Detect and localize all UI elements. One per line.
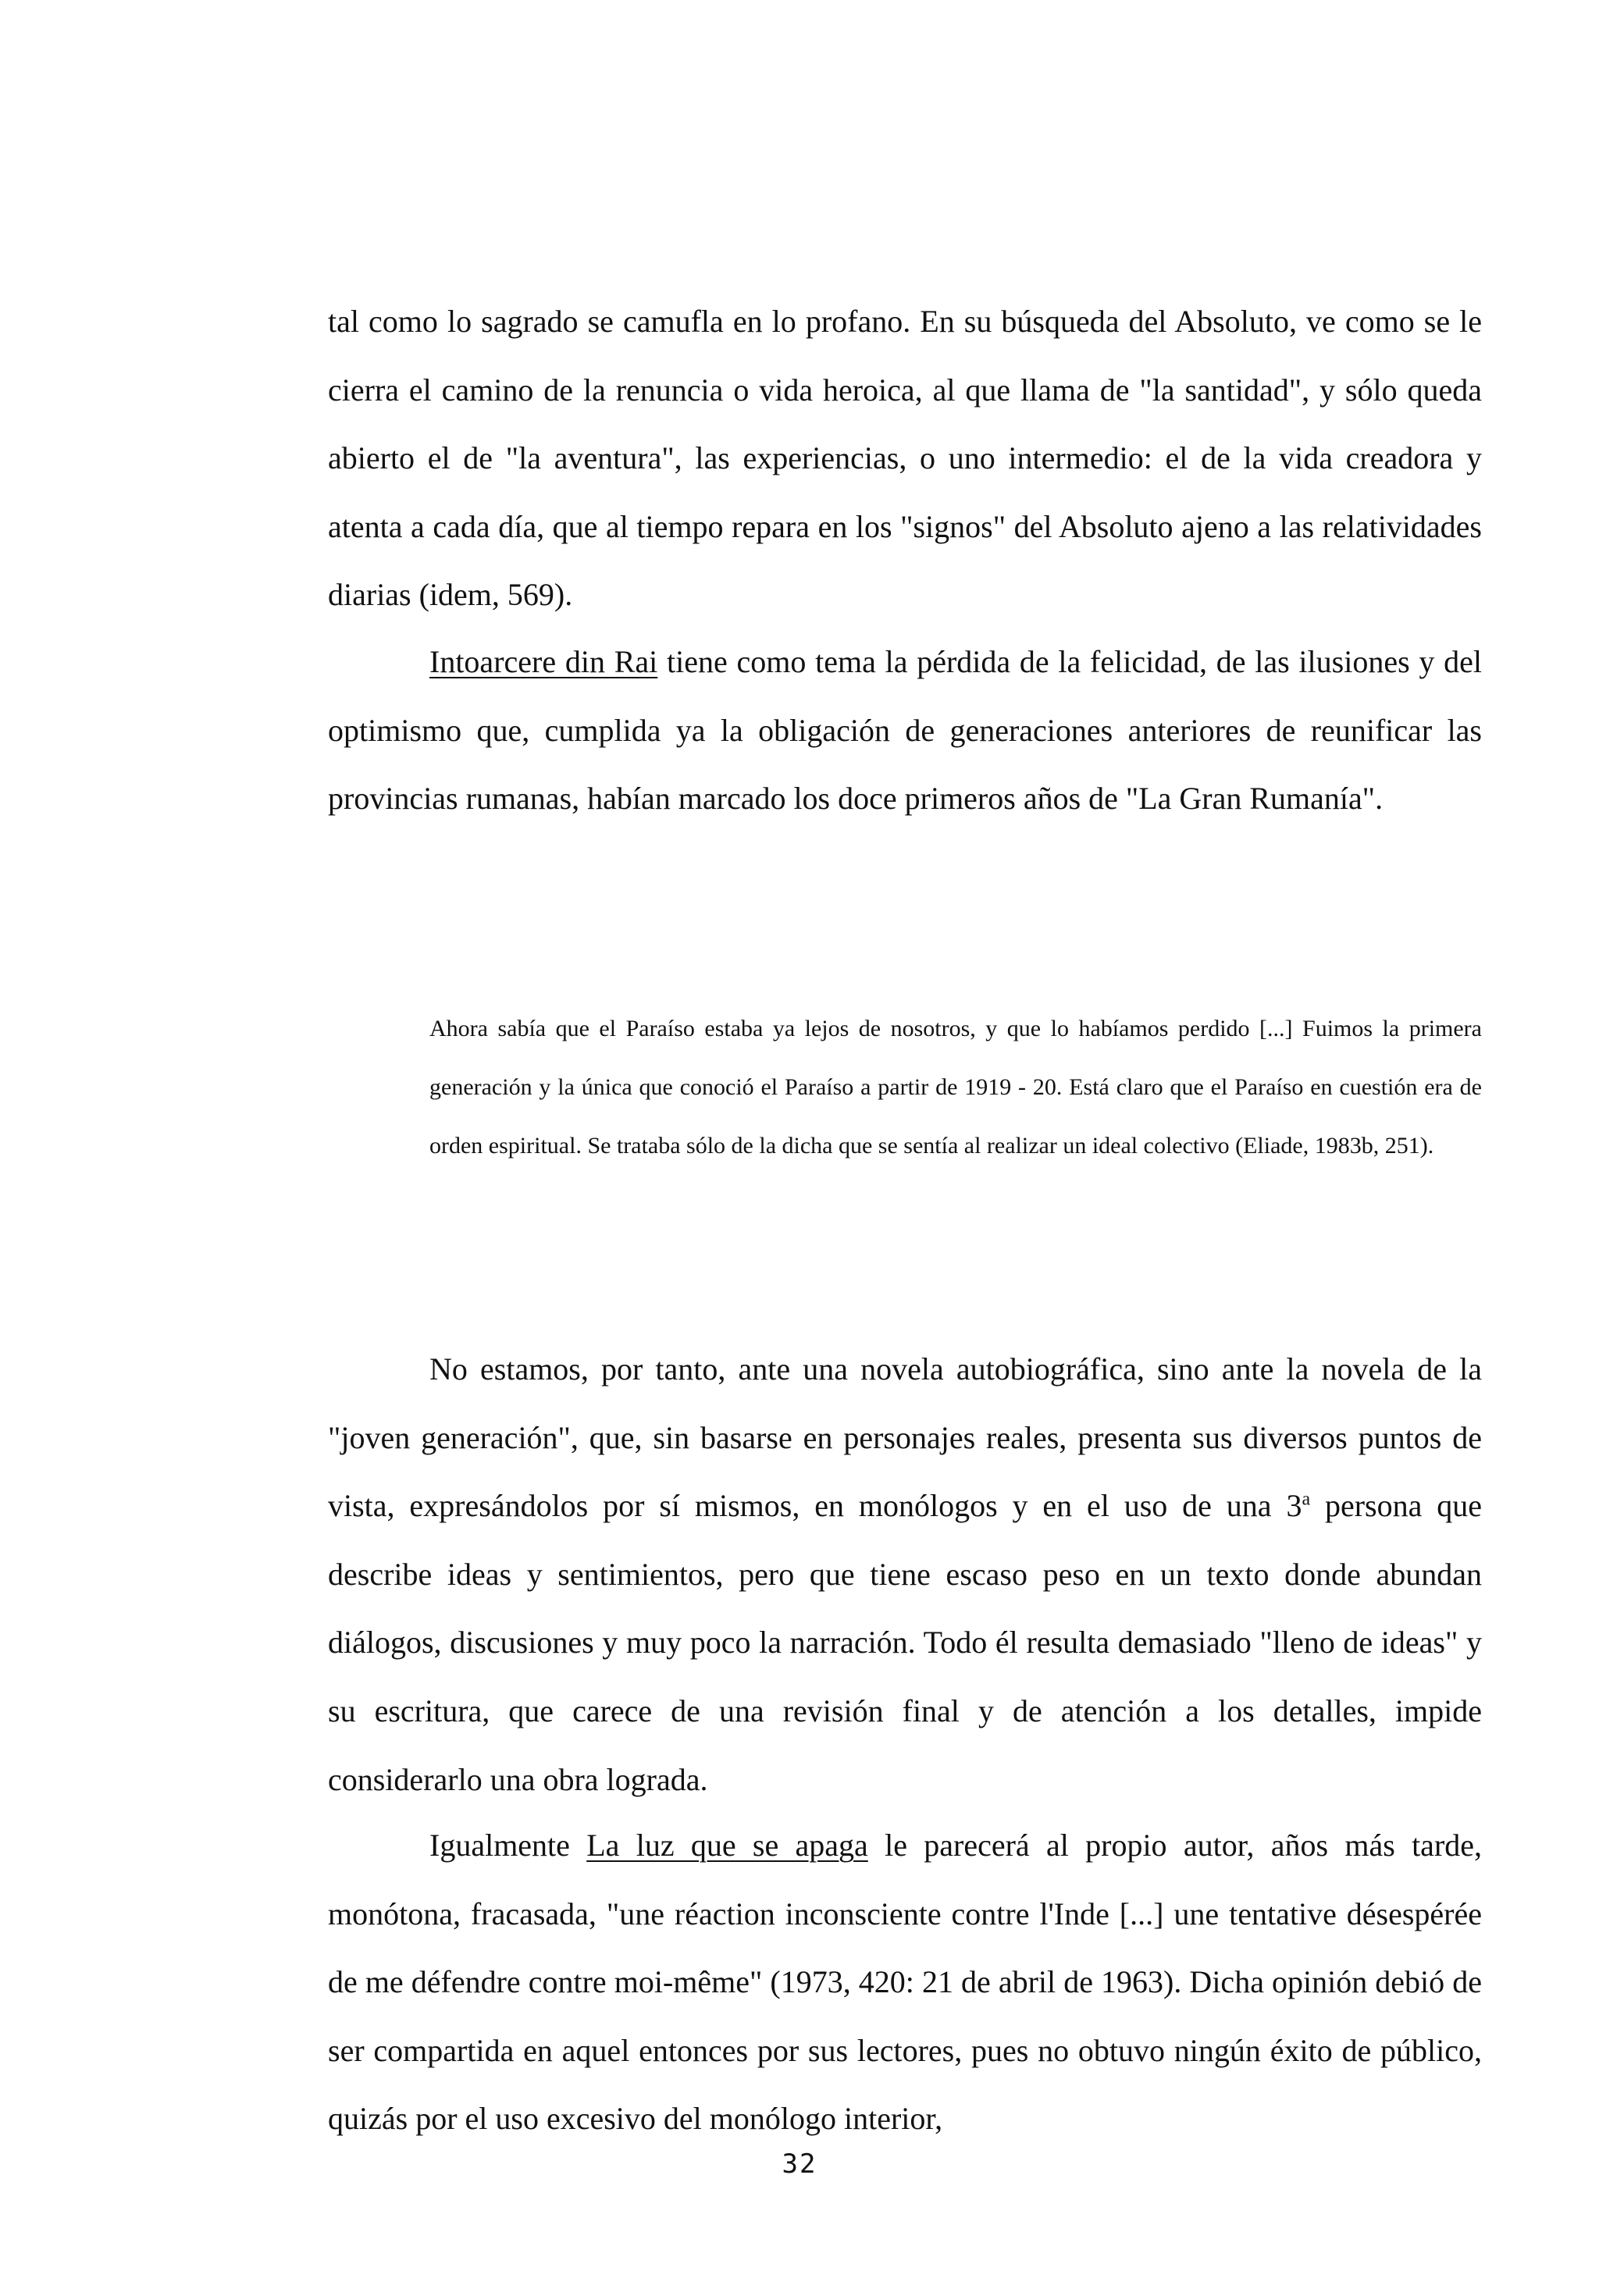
paragraph-2-body: tiene como tema la pérdida de la felicidad, de las ilusiones y del optimismo que, cumplida ya la obligación de generaciones anteriores de reunificar las provincias rumanas, habían marcado los doce primeros años de "La Gran Rumanía". bbox=[328, 644, 1483, 817]
page-number: 32 bbox=[782, 2148, 817, 2180]
paragraph-3-part2: persona que describe ideas y sentimientos, pero que tiene escaso peso en un texto donde abundan diálogos, discusiones y muy poco la narración. Todo él resulta demasiado "lleno de ideas" y su escritura, que carece de una revisión final y de atención a los detalles, impide considerarlo una obra lograda. bbox=[328, 1488, 1483, 1797]
paragraph-3-text bbox=[328, 1335, 1482, 1814]
paragraph-4 bbox=[328, 1811, 1482, 2153]
book-title-intoarcere: Intoarcere din Rai bbox=[429, 644, 658, 679]
paragraph-4-text bbox=[328, 1811, 1482, 2153]
paragraph-3 bbox=[328, 1335, 1482, 1814]
block-quote-text: Ahora sabía que el Paraíso estaba ya lejos de nosotros, y que lo habíamos perdido [...] Fuimos la primera generación y la única que conoció el Paraíso a partir de 1919 - 20. Está claro que el Paraíso en cuestión era de orden espiritual. Se trataba sólo de la dicha que se sentía al realizar un ideal colectivo (Eliade, 1983b, 251). bbox=[429, 1016, 1482, 1159]
paragraph-4-body: le parecerá al propio autor, años más tarde, monótona, fracasada, "une réaction inconsciente contre l'Inde [...] une tentative désespérée de me défendre contre moi-même" (1973, 420: 21 de abril de 1963). Dicha opinión debió de ser compartida en aquel entonces por sus lectores, pues no obtuvo ningún éxito de público, quizás por el uso excesivo del monólogo interior, bbox=[328, 1828, 1483, 2137]
paragraph-2 bbox=[328, 628, 1482, 833]
book-title-la-luz: La luz que se apaga bbox=[586, 1828, 868, 1863]
paragraph-1 bbox=[328, 287, 1482, 629]
paragraph-3-part1: No estamos, por tanto, ante una novela autobiográfica, sino ante la novela de la "joven generación", que, sin basarse en personajes reales, presenta sus diversos puntos de vista, expresándolos por sí mismos, en monólogos y en el uso de una 3 bbox=[328, 1351, 1482, 1524]
block-quote bbox=[429, 999, 1482, 1175]
ordinal-superscript: a bbox=[1302, 1489, 1311, 1510]
paragraph-2-text bbox=[328, 628, 1482, 833]
paragraph-1-text: tal como lo sagrado se camufla en lo profano. En su búsqueda del Absoluto, ve como se le cierra el camino de la renuncia o vida heroica, al que llama de "la santidad", y sólo queda abierto el de "la aventura", las experiencias, o uno intermedio: el de la vida creadora y atenta a cada día, que al tiempo repara en los "signos" del Absoluto ajeno a las relatividades diarias (idem, 569). bbox=[328, 304, 1482, 613]
paragraph-4-intro: Igualmente bbox=[429, 1828, 587, 1863]
